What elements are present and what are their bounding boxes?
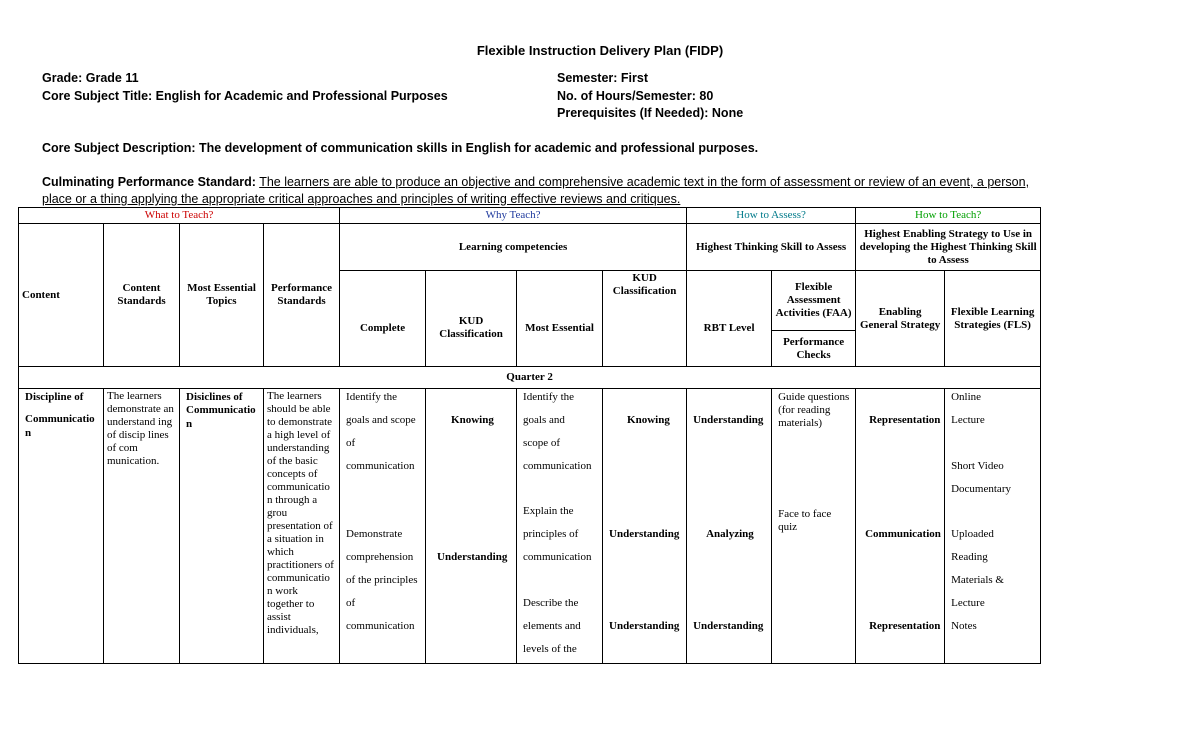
prerequisites-label: Prerequisites (If Needed): None (557, 106, 744, 120)
quarter-label: Quarter 2 (19, 367, 1041, 389)
col-kud-classification-1: KUD Classification (426, 271, 517, 367)
core-subject-title: Core Subject Title: English for Academic and Professional Purposes (42, 89, 448, 103)
cell-performance-standards: The learners should be able to demonstrate a high level of understanding of the basic concepts of communicatio n through a grou presentation of a situation in which practitioners of communicatio n work together to assist individuals, (264, 389, 340, 664)
cell-most-essential-topics: Disiclines of Communicatio n (180, 389, 264, 664)
cell-kud-classification-2: Knowing Understanding Understanding (603, 389, 687, 664)
col-content: Content (19, 224, 104, 367)
document-title: Flexible Instruction Delivery Plan (FIDP) (476, 43, 724, 58)
col-content-standards: Content Standards (104, 224, 180, 367)
col-kud-classification-2: KUD Classification (603, 271, 687, 367)
cell-complete: Identify the goals and scope of communication Demonstrate comprehension of the principles of communication (340, 389, 426, 664)
cell-content: Discipline of Communicatio n (19, 389, 104, 664)
culminating-label: Culminating Performance Standard: (42, 175, 256, 189)
how-to-teach-header: How to Teach? (856, 208, 1041, 224)
cell-kud-classification-1: Knowing Understanding (426, 389, 517, 664)
core-subject-description: Core Subject Description: The development of communication skills in English for academic and professional purposes. (42, 141, 759, 155)
grade-label: Grade: Grade 11 (42, 71, 139, 85)
fidp-table (18, 207, 1041, 664)
how-to-assess-header: How to Assess? (687, 208, 856, 224)
highest-enabling-header: Highest Enabling Strategy to Use in developing the Highest Thinking Skill to Assess (856, 224, 1041, 271)
highest-thinking-header: Highest Thinking Skill to Assess (687, 224, 856, 271)
cell-flexible-assessment: Guide questions (for reading materials) Face to face quiz (772, 389, 856, 664)
col-enabling-general-strategy: Enabling General Strategy (856, 271, 945, 367)
cell-rbt-level: Understanding Analyzing Understanding (687, 389, 772, 664)
cell-content-standards: The learners demonstrate an understand ing of discip lines of com munication. (104, 389, 180, 664)
col-most-essential-topics: Most Essential Topics (180, 224, 264, 367)
col-flexible-assessment-activities: Flexible Assessment Activities (FAA) (772, 271, 856, 331)
culminating-performance-standard (42, 174, 1052, 208)
col-rbt-level: RBT Level (687, 271, 772, 367)
what-to-teach-header: What to Teach? (19, 208, 340, 224)
cell-enabling-strategy: Representation Communication Representation (856, 389, 945, 664)
why-teach-header: Why Teach? (340, 208, 687, 224)
cell-most-essential: Identify the goals and scope of communication Explain the principles of communication Describe the elements and levels of the (517, 389, 603, 664)
col-most-essential: Most Essential (517, 271, 603, 367)
learning-competencies-header: Learning competencies (340, 224, 687, 271)
col-complete: Complete (340, 271, 426, 367)
col-performance-checks: Performance Checks (772, 331, 856, 367)
col-flexible-learning-strategies: Flexible Learning Strategies (FLS) (945, 271, 1041, 367)
cell-flexible-learning-strategies: Online Lecture Short Video Documentary Uploaded Reading Materials & Lecture Notes (945, 389, 1041, 664)
culminating-text: The learners are able to produce an objective and comprehensive academic text in the form of assessment or review of an event, a person, place or a thing applying the appropriate critical approaches and principles of writing effective reviews and critiques. (42, 175, 1030, 206)
col-performance-standards: Performance Standards (264, 224, 340, 367)
semester-label: Semester: First (557, 71, 649, 85)
hours-label: No. of Hours/Semester: 80 (557, 89, 714, 103)
